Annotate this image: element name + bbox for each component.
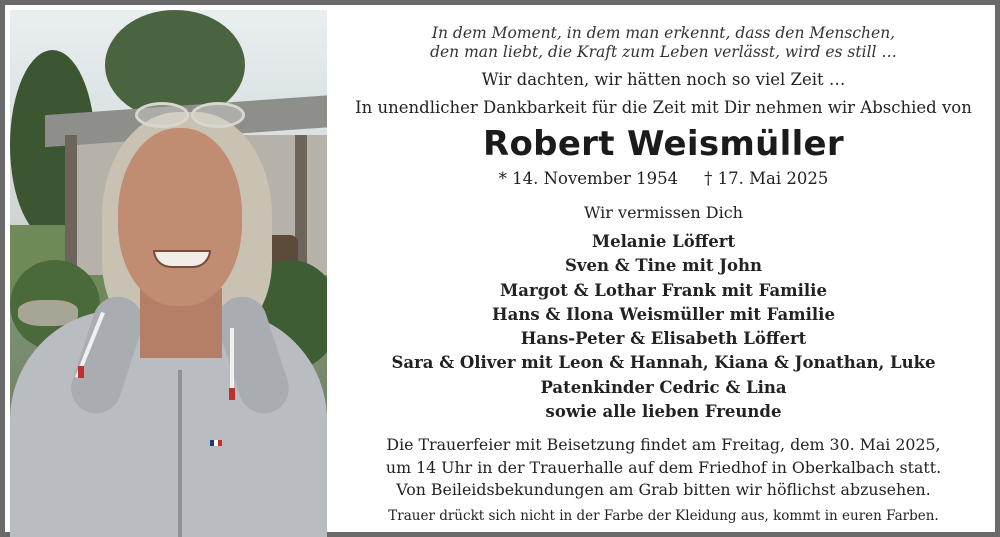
deceased-name: Robert Weismüller [483, 124, 844, 164]
mourner-item: Hans-Peter & Elisabeth Löffert [520, 329, 807, 349]
death-date: † 17. Mai 2025 [704, 169, 829, 188]
photo-smile [153, 250, 211, 268]
photo-face [118, 128, 242, 306]
service-line-2: um 14 Uhr in der Trauerhalle auf dem Friedhof in Oberkalbach statt. [385, 458, 942, 477]
photo-zipper [178, 370, 182, 537]
mourner-item: Hans & Ilona Weismüller mit Familie [492, 304, 835, 324]
quote-line-1: In dem Moment, in dem man erkennt, dass den Menschen, [431, 24, 896, 42]
mourner-item: Sven & Tine mit John [564, 256, 763, 276]
mourner-item: Margot & Lothar Frank mit Familie [500, 280, 827, 300]
mourner-item: Sara & Oliver mit Leon & Hannah, Kiana & Jonathan, Luke [391, 353, 936, 373]
birth-date: * 14. November 1954 [498, 169, 679, 188]
mourners-list [327, 230, 1000, 424]
mourner-item: Melanie Löffert [591, 232, 736, 251]
photo-drawcord-tip [229, 388, 235, 400]
life-dates [327, 169, 1000, 188]
portrait-photo [10, 10, 327, 537]
flag-logo-icon [210, 440, 222, 446]
service-line-3: Von Beileidsbekundungen am Grab bitten wir höflichst abzusehen. [396, 480, 931, 499]
photo-shed-post [65, 135, 77, 275]
miss-text: Wir vermissen Dich [584, 203, 743, 222]
sunglasses-icon [135, 102, 245, 124]
intro-line-1: Wir dachten, wir hätten noch so viel Zeit … [481, 70, 846, 89]
obituary-text [327, 10, 1000, 537]
mourner-item: sowie alle lieben Freunde [545, 402, 782, 422]
clothing-note: Trauer drückt sich nicht in der Farbe der Kleidung aus, kommt in euren Farben. [388, 508, 939, 524]
photo-drawcord-tip [78, 366, 84, 378]
quote-line-2: den man liebt, die Kraft zum Leben verlässt, wird es still … [430, 43, 897, 61]
intro-line-2: In unendlicher Dankbarkeit für die Zeit mit Dir nehmen wir Abschied von [355, 98, 972, 117]
mourner-item: Patenkinder Cedric & Lina [540, 377, 787, 397]
service-line-1: Die Trauerfeier mit Beisetzung findet am Freitag, dem 30. Mai 2025, [386, 435, 941, 454]
